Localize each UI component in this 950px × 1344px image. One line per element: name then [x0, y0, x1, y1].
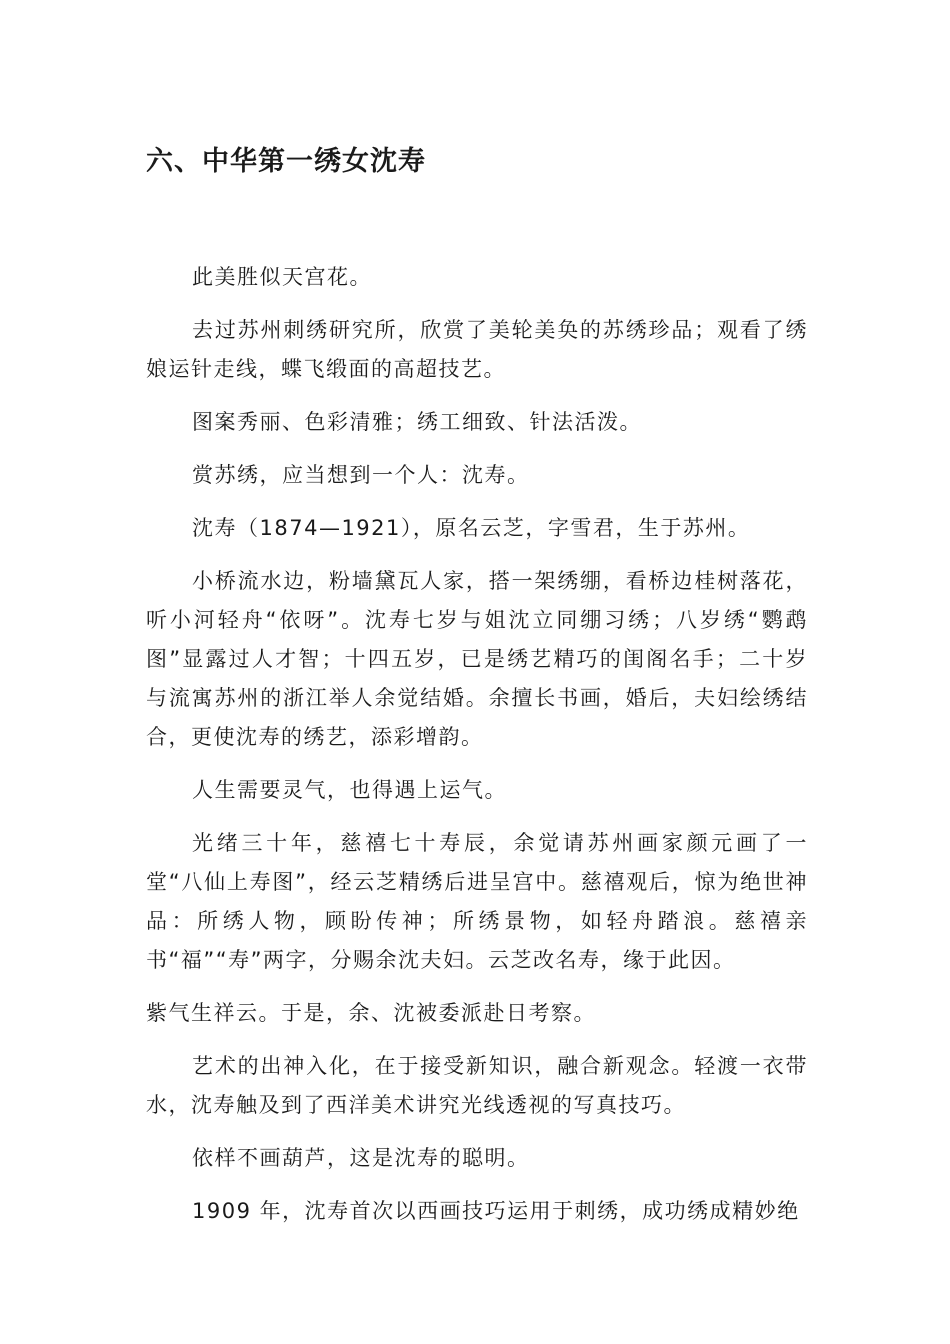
paragraph: 人生需要灵气，也得遇上运气。: [192, 778, 507, 802]
paragraph: 此美胜似天宫花。: [192, 265, 372, 289]
paragraph: 光绪三十年，慈禧七十寿辰，余觉请苏州画家颜元画了一堂“八仙上寿图”，经云芝精绣后进呈宫中。慈禧观后，惊为绝世神品：所绣人物，顾盼传神；所绣景物，如轻舟踏浪。慈禧亲书“福”“寿”两字，分赐余沈夫妇。云芝改名寿，缘于此因。: [146, 831, 808, 972]
paragraph: 沈寿（1874—1921），原名云芝，字雪君，生于苏州。: [192, 516, 751, 540]
paragraph: 艺术的出神入化，在于接受新知识，融合新观念。轻渡一衣带水，沈寿触及到了西洋美术讲究光线透视的写真技巧。: [146, 1054, 808, 1117]
paragraph: 紫气生祥云。于是，余、沈被委派赴日考察。: [146, 1001, 596, 1025]
paragraph: 去过苏州刺绣研究所，欣赏了美轮美奂的苏绣珍品；观看了绣娘运针走线，蝶飞缎面的高超技艺。: [146, 318, 808, 381]
paragraph: 1909 年，沈寿首次以西画技巧运用于刺绣，成功绣成精妙绝: [192, 1199, 800, 1223]
section-heading: 六、中华第一绣女沈寿: [146, 146, 426, 177]
paragraph: 依样不画葫芦，这是沈寿的聪明。: [192, 1146, 530, 1170]
paragraph: 小桥流水边，粉墙黛瓦人家，搭一架绣绷，看桥边桂树落花，听小河轻舟“依呀”。沈寿七岁与姐沈立同绷习绣；八岁绣“鹦鹉图”显露过人才智；十四五岁，已是绣艺精巧的闺阁名手；二十岁与流寓苏州的浙江举人余觉结婚。余擅长书画，婚后，夫妇绘绣结合，更使沈寿的绣艺，添彩增韵。: [146, 569, 808, 749]
paragraph: 赏苏绣，应当想到一个人：沈寿。: [192, 463, 530, 487]
paragraph: 图案秀丽、色彩清雅；绣工细致、针法活泼。: [192, 410, 642, 434]
body-text: [146, 258, 808, 1245]
